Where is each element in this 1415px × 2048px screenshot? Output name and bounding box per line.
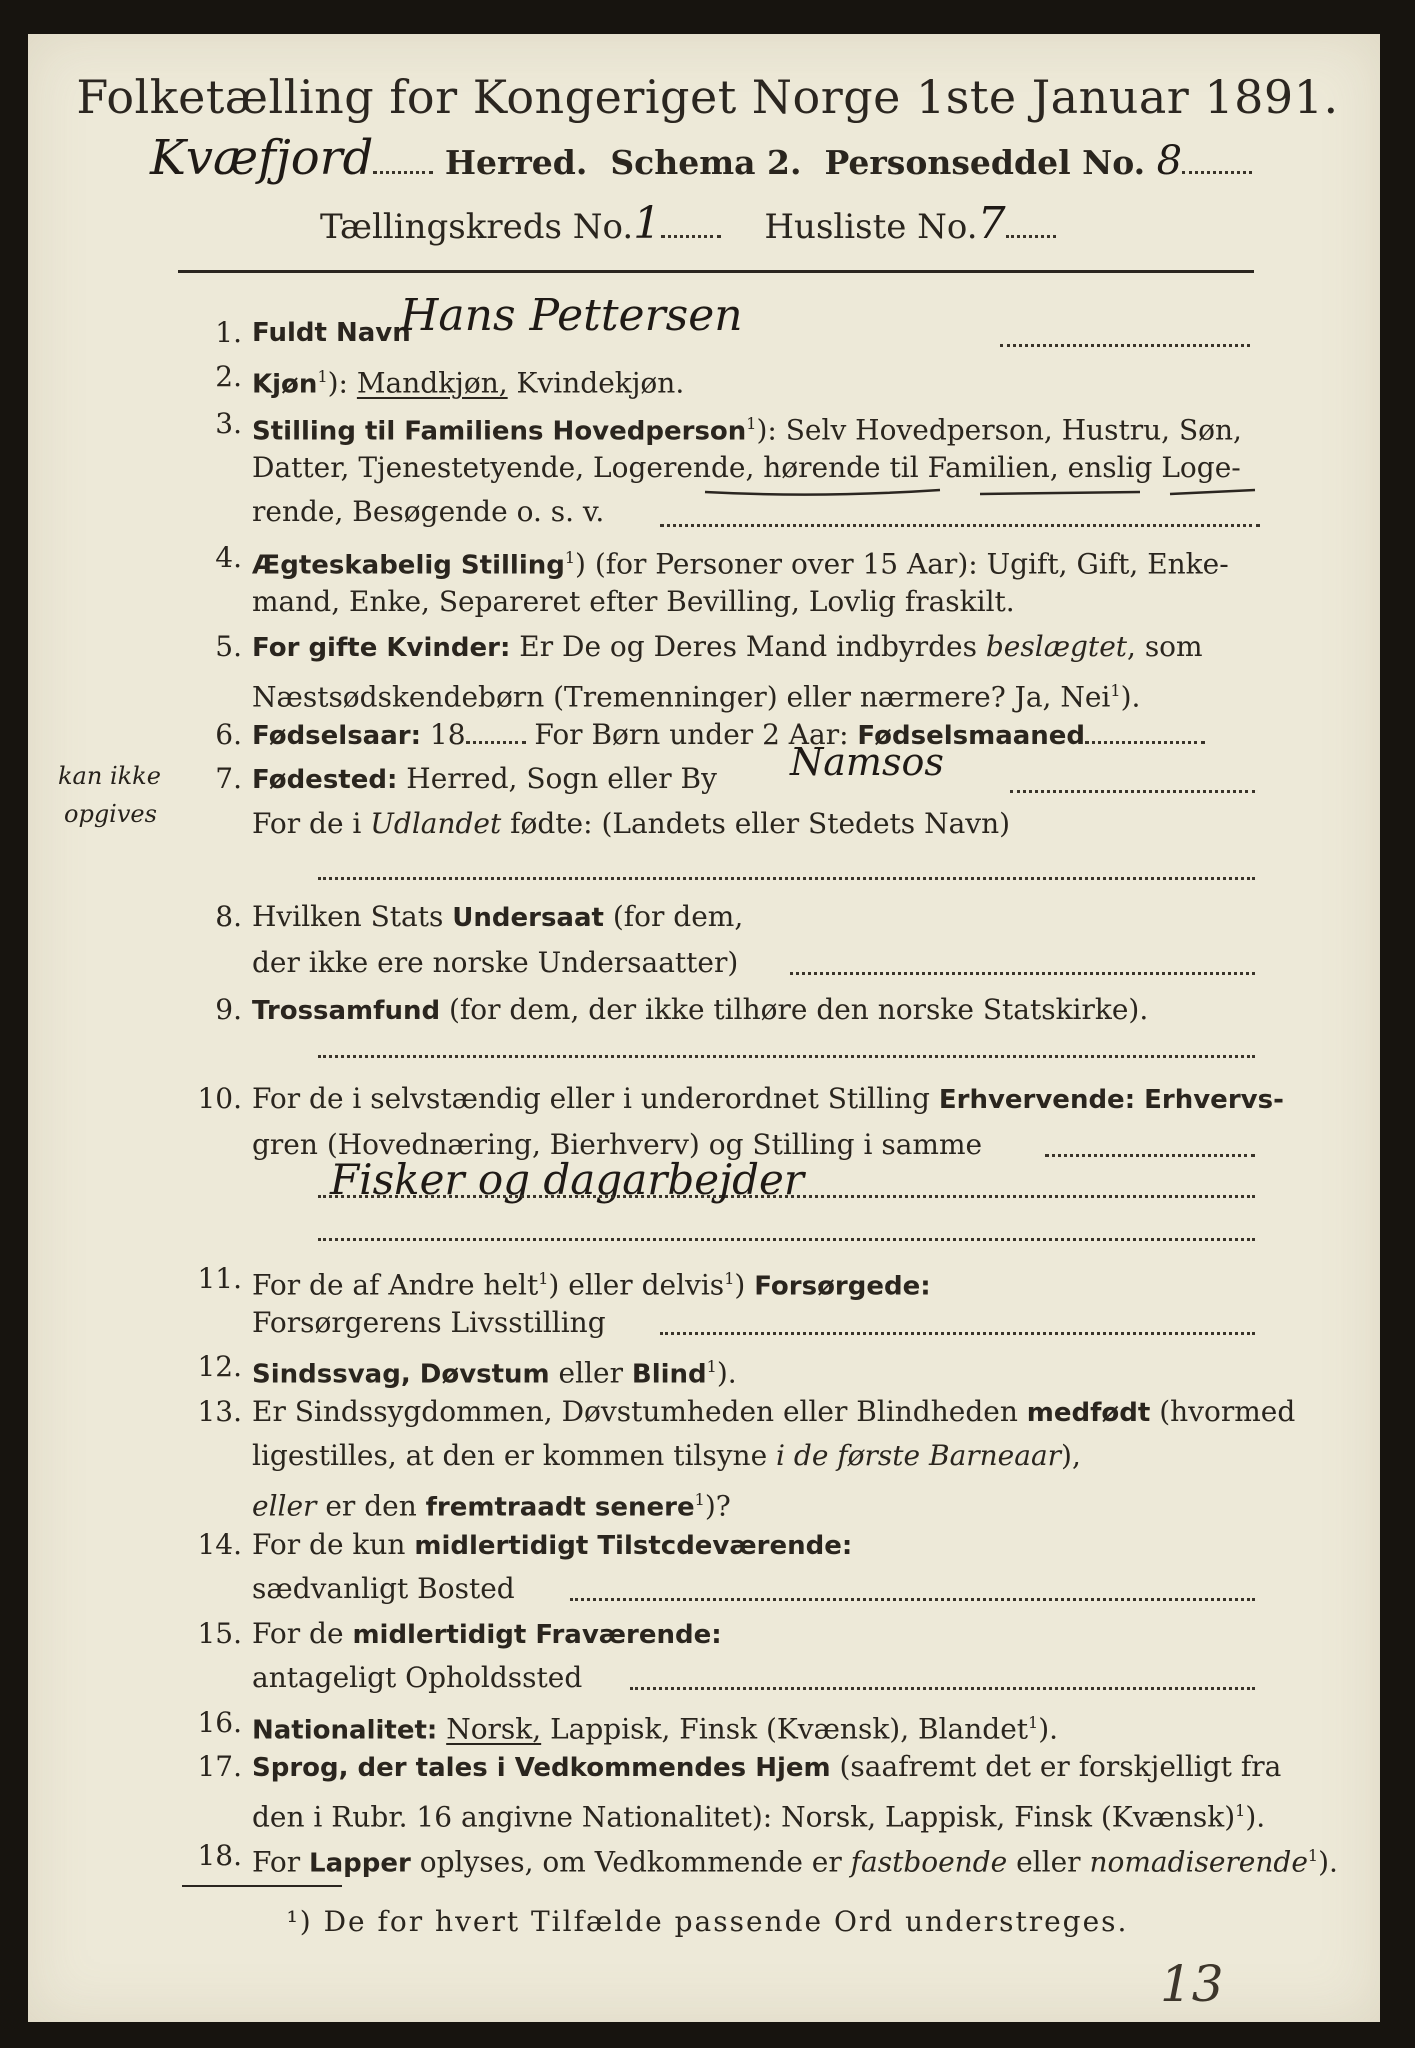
item-label: Sindssvag, Døvstum [252, 1359, 550, 1390]
item-text: fødte: (Landets eller Stedets Navn) [501, 807, 1011, 840]
sup-mark: 1 [1028, 1713, 1039, 1732]
form-title: Folketælling for Kongeriget Norge 1ste Januar 1891. [76, 70, 1339, 124]
item-text: (for dem, der ikke tilhøre den norske Statskirke). [440, 993, 1149, 1026]
item-text: (saafremt det er forskjelligt fra [830, 1750, 1282, 1783]
sup-mark: 1 [538, 1269, 549, 1288]
item-label: Nationalitet: [252, 1715, 438, 1746]
item-number: 5. [215, 630, 242, 663]
item-text: Er Sindssygdommen, Døvstumheden eller Blindheden [252, 1395, 1027, 1428]
item-text: nomadiserende [1089, 1845, 1308, 1879]
dotline [1000, 344, 1250, 347]
item-text: For de i selvstændig eller i underordnet Stilling [252, 1082, 939, 1115]
item-text: For [252, 1845, 310, 1879]
item-text: Udlandet [370, 807, 502, 840]
item-text: fastboende [850, 1845, 1008, 1879]
item-label: Forsørgede: [754, 1271, 931, 1302]
item-text: i de første Barneaar [776, 1439, 1062, 1472]
option-norsk: Norsk, [446, 1712, 542, 1746]
husliste-label: Husliste No. [764, 207, 978, 247]
kreds-value: 1 [633, 198, 662, 249]
item-number: 15. [197, 1617, 242, 1650]
sup-mark: 1 [706, 1357, 717, 1376]
item-text: Datter, Tjenestetyende, Logerende, hørende til Familien, enslig Loge- [252, 451, 1241, 484]
sup-mark: 1 [724, 1269, 735, 1288]
item-text: For Børn under 2 Aar: [525, 718, 858, 751]
item-text: eller [1007, 1845, 1090, 1879]
husliste-value: 7 [977, 198, 1006, 249]
margin-note-line-2: opgives [64, 800, 157, 828]
item-number: 13. [197, 1395, 242, 1428]
item-number: 17. [197, 1750, 242, 1783]
item-text: ). [716, 1356, 737, 1390]
item-label: Fødested: [252, 765, 398, 795]
sup-mark: 1 [564, 548, 576, 567]
item-text: gren (Hovednæring, Bierhverv) og Stilling i samme [252, 1128, 983, 1161]
footnote: ¹) De for hvert Tilfælde passende Ord understreges. [286, 1905, 1129, 1938]
margin-note-line-1: kan ikke [58, 762, 161, 790]
item-number: 1. [215, 316, 242, 349]
item-text: antageligt Opholdssted [252, 1661, 583, 1694]
item-text: sædvanligt Bosted [252, 1572, 515, 1605]
herred-value: Kvæfjord [150, 130, 374, 186]
item-text: Er De og Deres Mand indbyrdes [510, 630, 986, 663]
sup-mark: 1 [694, 1490, 705, 1509]
item-label: medfødt [1026, 1398, 1151, 1428]
item-number: 14. [197, 1528, 242, 1561]
year-prefix: 18 [421, 718, 466, 751]
dotline [318, 877, 1255, 880]
dotline [318, 1195, 1255, 1198]
item-text: der ikke ere norske Undersaatter) [252, 946, 739, 979]
item-label: Ægteskabelig Stilling [252, 550, 565, 581]
item-text: For de [252, 1617, 353, 1650]
item-text: eller [252, 1489, 317, 1523]
header-row-herred [150, 130, 1252, 186]
item-text: ). [1038, 1712, 1059, 1746]
item-text: For de kun [252, 1528, 415, 1561]
item-text: ): [327, 366, 357, 400]
dotline [630, 1687, 1255, 1690]
item-text: )? [704, 1489, 731, 1523]
item-text: (hvormed [1150, 1395, 1296, 1428]
dotline [790, 972, 1255, 975]
sup-mark: 1 [1110, 681, 1121, 700]
item-text: (for dem, [603, 900, 744, 933]
dotline [660, 1332, 1255, 1335]
item-number: 16. [197, 1706, 242, 1739]
footnote-rule [182, 1885, 342, 1887]
item-number: 18. [197, 1839, 242, 1872]
item-number: 4. [215, 541, 242, 574]
sup-mark: 1 [1307, 1846, 1319, 1865]
birthplace-answer: Namsos [790, 740, 944, 784]
header-rule [178, 270, 1254, 273]
item-label: Fødselsaar: [252, 721, 421, 751]
header-row-kreds [320, 198, 1056, 249]
item-text: oplyses, om Vedkommende er [410, 1845, 851, 1879]
option-mandkjon: Mandkjøn, [356, 366, 508, 400]
item-text: ), [1061, 1439, 1081, 1472]
dotline [1045, 1154, 1255, 1157]
corner-mark: 13 [1160, 1955, 1224, 2013]
item-text: For de i [252, 807, 371, 840]
item-text: , som [1127, 630, 1203, 663]
item-text: ) (for Personer over 15 Aar): Ugift, Gift, Enke- [575, 547, 1229, 581]
kreds-label: Tællingskreds No. [320, 207, 634, 247]
dotline [660, 524, 1260, 527]
item-label: Lapper [309, 1848, 411, 1879]
sup-mark: 1 [1235, 1801, 1246, 1820]
item-text: beslægtet [985, 630, 1128, 663]
item-label: Undersaat [452, 903, 604, 933]
item-number: 6. [215, 718, 242, 751]
item-text: ligestilles, at den er kommen tilsyne [252, 1439, 777, 1472]
occupation-answer: Fisker og dagarbejder [330, 1155, 804, 1204]
item-label: Trossamfund [252, 996, 441, 1026]
item-number: 12. [197, 1350, 242, 1383]
item-label: Stilling til Familiens Hovedperson [252, 416, 747, 447]
item-label: Fødselsmaaned [857, 721, 1086, 751]
item-number: 8. [215, 900, 242, 933]
item-label: Erhvervende: Erhvervs- [938, 1085, 1284, 1115]
item-number: 2. [215, 360, 242, 393]
dotline [318, 1055, 1255, 1058]
item-text: eller [549, 1356, 632, 1390]
item-text: Forsørgerens Livsstilling [252, 1306, 606, 1339]
sup-mark: 1 [317, 367, 328, 386]
item-label: fremtraadt senere [425, 1492, 695, 1523]
item-text: Lappisk, Finsk (Kvænsk), Blandet [541, 1712, 1029, 1746]
item-label: Sprog, der tales i Vedkommendes Hjem [252, 1753, 831, 1783]
item-label: Fuldt Navn [252, 318, 411, 348]
full-name-answer: Hans Pettersen [400, 290, 743, 341]
personseddel-value: 8 [1156, 138, 1183, 184]
item-text: ). [1318, 1845, 1338, 1879]
underline-marks [700, 472, 1260, 502]
item-label: midlertidigt Fraværende: [352, 1620, 722, 1650]
item-text: ) [734, 1268, 755, 1302]
item-number: 9. [215, 993, 242, 1026]
dotline [570, 1598, 1255, 1601]
item-text: er den [316, 1489, 426, 1523]
item-text: Hvilken Stats [252, 900, 453, 933]
sup-mark: 1 [746, 414, 757, 433]
item-text: den i Rubr. 16 angivne Nationalitet): Norsk, Lappisk, Finsk (Kvænsk) [252, 1800, 1236, 1834]
item-text: Næstsødskendebørn (Tremenninger) eller nærmere? Ja, Nei [252, 680, 1111, 714]
dotline [1010, 790, 1255, 793]
item-label: For gifte Kvinder: [252, 633, 511, 663]
personseddel-label: Personseddel No. [824, 143, 1146, 182]
item-text: mand, Enke, Separeret efter Bevilling, Lovlig fraskilt. [252, 585, 1015, 618]
herred-label: Herred. [444, 143, 588, 182]
schema-label: Schema 2. [610, 143, 802, 182]
item-text: Herred, Sogn eller By [397, 762, 717, 795]
item-label: Blind [631, 1359, 707, 1390]
item-number: 7. [215, 762, 242, 795]
item-label: midlertidigt Tilstcdeværende: [414, 1531, 853, 1561]
item-text: For de af Andre helt [252, 1268, 539, 1302]
item-label: Kjøn [252, 369, 318, 400]
item-text: ) eller delvis [548, 1268, 725, 1302]
dotline [318, 1238, 1255, 1241]
item-number: 11. [197, 1262, 242, 1295]
item-number: 10. [197, 1082, 242, 1115]
item-text: ): Selv Hovedperson, Hustru, Søn, [756, 413, 1242, 447]
option-kvindekjon: Kvindekjøn. [507, 366, 685, 400]
item-number: 3. [215, 407, 242, 440]
item-text: rende, Besøgende o. s. v. [252, 495, 605, 528]
